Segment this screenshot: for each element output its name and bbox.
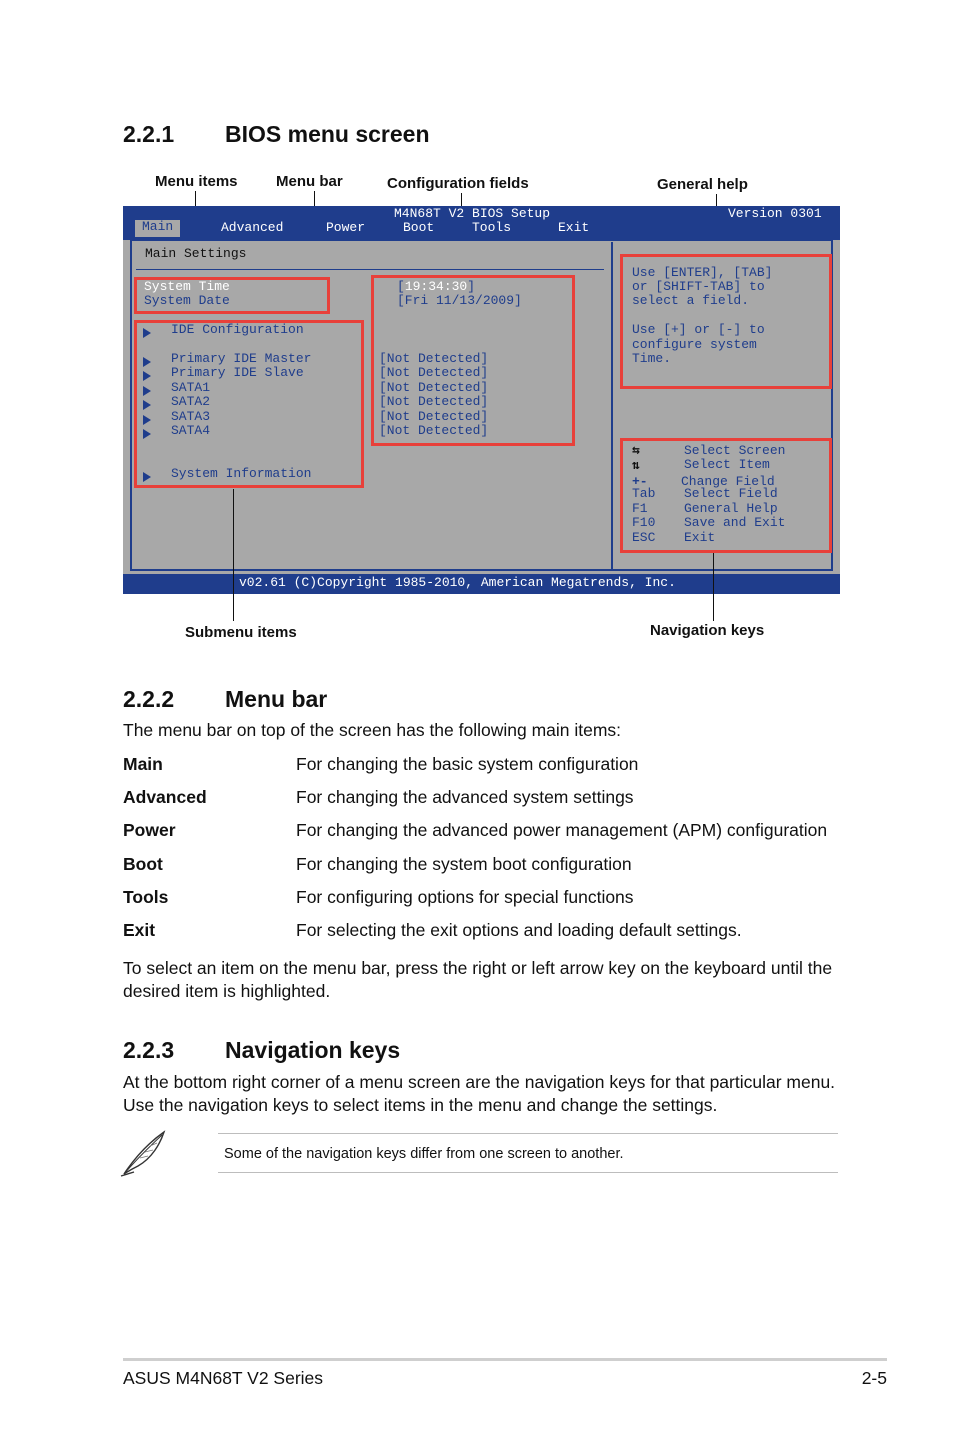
nav-action: Select Screen — [684, 443, 786, 458]
bios-screen — [123, 206, 840, 594]
highlight-configuration-fields — [371, 275, 575, 446]
nav-action: General Help — [684, 501, 778, 516]
bios-title: M4N68T V2 BIOS Setup — [394, 206, 551, 221]
menu-bar-intro: The menu bar on top of the screen has the following main items: — [123, 720, 622, 740]
feather-pen-icon — [118, 1128, 170, 1180]
bios-footer-bar — [123, 574, 840, 594]
help-line: Time. — [632, 351, 672, 366]
footer-rule — [123, 1358, 887, 1361]
bios-panel-title: Main Settings — [145, 246, 247, 261]
system-date-value[interactable]: [Fri 11/13/2009] — [397, 293, 522, 308]
item-description: For changing the basic system configuration — [296, 754, 639, 774]
help-line: configure system — [632, 337, 757, 352]
section-number: 2.2.1 — [123, 121, 175, 147]
config-value[interactable]: [Not Detected] — [379, 365, 489, 380]
submenu-sata4[interactable]: SATA4 — [171, 423, 211, 438]
submenu-sata1[interactable]: SATA1 — [171, 380, 211, 395]
footer-product-name: ASUS M4N68T V2 Series — [123, 1368, 324, 1388]
bios-panel-title-rule — [136, 269, 604, 270]
submenu-system-information[interactable]: System Information — [171, 466, 312, 481]
menu-tab-tools[interactable]: Tools — [472, 220, 512, 235]
leader-menu-bar — [314, 191, 315, 207]
leader-navigation-keys — [713, 553, 714, 621]
outro-line: desired item is highlighted. — [123, 981, 331, 1001]
paragraph-line: Use the navigation keys to select items in the menu and change the settings. — [123, 1095, 718, 1115]
highlight-submenu-items — [134, 320, 364, 488]
callout-configuration-fields: Configuration fields — [387, 175, 529, 192]
up-down-arrows-icon: ⇅ — [632, 458, 640, 473]
time-value: 19:34:30 — [404, 279, 468, 294]
menu-tab-exit[interactable]: Exit — [558, 220, 590, 235]
menu-tab-boot[interactable]: Boot — [403, 220, 435, 235]
nav-key: ESC — [632, 530, 656, 545]
system-time-label[interactable]: System Time — [144, 279, 230, 294]
section-title: Menu bar — [225, 686, 328, 712]
leader-submenu-items — [233, 489, 234, 621]
item-name: Main — [123, 754, 163, 774]
help-line: Use [+] or [-] to — [632, 322, 765, 337]
section-heading-2-2-1 — [123, 121, 430, 148]
submenu-sata2[interactable]: SATA2 — [171, 394, 211, 409]
menu-tab-advanced[interactable]: Advanced — [221, 220, 284, 235]
section-title: Navigation keys — [225, 1037, 401, 1063]
bios-title-bar — [123, 206, 840, 240]
note-text: Some of the navigation keys differ from one screen to another. — [224, 1146, 624, 1162]
footer-page-number: 2-5 — [861, 1368, 887, 1388]
time-close-bracket: ] — [467, 279, 476, 294]
menu-tab-power[interactable]: Power — [326, 220, 366, 235]
config-value[interactable]: [Not Detected] — [379, 409, 489, 424]
item-description: For changing the advanced system settings — [296, 787, 634, 807]
callout-menu-bar: Menu bar — [276, 173, 343, 190]
nav-key: +- — [632, 474, 648, 489]
item-name: Advanced — [123, 787, 207, 807]
menu-tab-main[interactable]: Main — [135, 220, 180, 237]
submenu-primary-ide-master[interactable]: Primary IDE Master — [171, 351, 312, 366]
help-line: Use [ENTER], [TAB] — [632, 265, 773, 280]
highlight-menu-items — [134, 277, 330, 314]
section-title: BIOS menu screen — [225, 121, 430, 147]
help-line: or [SHIFT-TAB] to — [632, 279, 765, 294]
callout-navigation-keys: Navigation keys — [650, 622, 765, 639]
system-date-label[interactable]: System Date — [144, 293, 230, 308]
outro-line: To select an item on the menu bar, press the right or left arrow key on the keyboard until the — [123, 958, 833, 978]
item-description: For changing the advanced power management (APM) configuration — [296, 820, 828, 840]
config-value[interactable]: [Not Detected] — [379, 380, 489, 395]
submenu-ide-configuration[interactable]: IDE Configuration — [171, 322, 304, 337]
item-description: For configuring options for special functions — [296, 887, 634, 907]
nav-key: F1 — [632, 501, 648, 516]
section-number: 2.2.2 — [123, 686, 175, 712]
section-number: 2.2.3 — [123, 1037, 175, 1063]
highlight-navigation-keys — [620, 438, 832, 553]
item-name: Power — [123, 820, 176, 840]
help-line: select a field. — [632, 293, 750, 308]
callout-menu-items: Menu items — [155, 173, 238, 190]
note-top-rule — [218, 1133, 838, 1134]
nav-action: Exit — [684, 530, 716, 545]
menu-bar-outro — [123, 957, 843, 1003]
item-name: Exit — [123, 920, 156, 940]
nav-action: Save and Exit — [684, 515, 786, 530]
section-heading-2-2-3 — [123, 1037, 400, 1064]
item-name: Boot — [123, 854, 163, 874]
callout-general-help: General help — [657, 176, 748, 193]
item-name: Tools — [123, 887, 169, 907]
submenu-primary-ide-slave[interactable]: Primary IDE Slave — [171, 365, 304, 380]
submenu-sata3[interactable]: SATA3 — [171, 409, 211, 424]
bios-copyright: v02.61 (C)Copyright 1985-2010, American Megatrends, Inc. — [239, 575, 676, 590]
config-value[interactable]: [Not Detected] — [379, 394, 489, 409]
note-bottom-rule — [218, 1172, 838, 1173]
nav-action: Select Field — [684, 486, 778, 501]
bios-version: Version 0301 — [728, 206, 822, 221]
paragraph-line: At the bottom right corner of a menu screen are the navigation keys for that particular menu. — [123, 1072, 836, 1092]
config-value[interactable]: [Not Detected] — [379, 423, 489, 438]
nav-action: Change Field — [681, 474, 775, 489]
time-open-bracket: [ — [397, 279, 405, 294]
config-value[interactable]: [Not Detected] — [379, 351, 489, 366]
highlight-general-help — [620, 254, 832, 389]
nav-action: Select Item — [684, 457, 770, 472]
navigation-keys-paragraph — [123, 1071, 848, 1117]
section-heading-2-2-2 — [123, 686, 327, 713]
left-right-arrows-icon: ⇆ — [632, 443, 640, 458]
item-description: For changing the system boot configuration — [296, 854, 632, 874]
nav-key: F10 — [632, 515, 656, 530]
callout-submenu-items: Submenu items — [185, 624, 297, 641]
bios-panel-divider — [611, 242, 613, 571]
nav-key: Tab — [632, 486, 656, 501]
item-description: For selecting the exit options and loading default settings. — [296, 920, 742, 940]
